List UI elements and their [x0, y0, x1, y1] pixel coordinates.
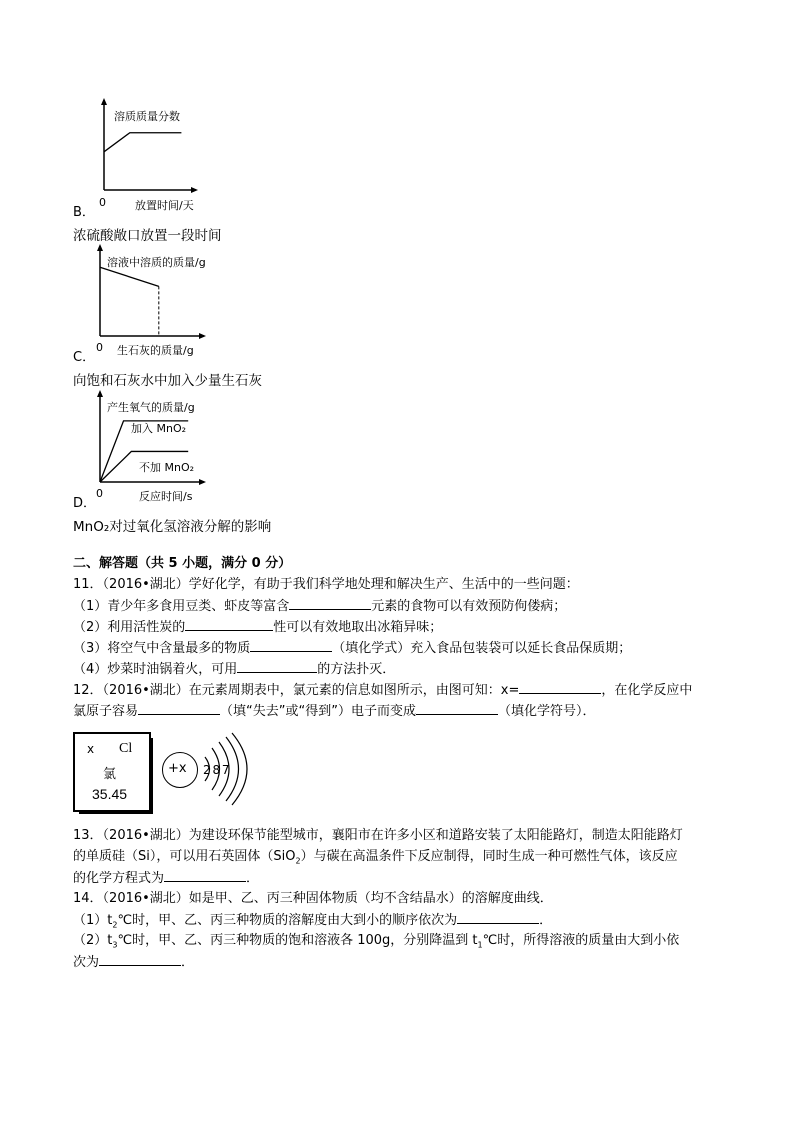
q13-line2-text-a: 的单质硅（Si），可以用石英固体（SiO	[73, 849, 296, 864]
option-c-x-axis-label: 生石灰的质量/g	[117, 344, 194, 357]
q11-part1-text-b: 元素的食物可以有效预防佝偻病；	[371, 599, 567, 614]
q14-part2-text-b: ℃时，甲、乙、丙三种物质的饱和溶液各 100g，分别降温到 t	[117, 933, 478, 948]
q14-part2-cont-text-b: ．	[181, 955, 195, 970]
option-d-series-label-without-mno2: 不加 MnO₂	[139, 461, 195, 474]
q12-line1-text-b: ，在化学反应中	[601, 683, 693, 698]
option-d-y-axis-label: 产生氧气的质量/g	[107, 401, 195, 414]
option-c-y-axis-label: 溶液中溶质的质量/g	[107, 256, 206, 269]
section-heading: 二、解答题（共 5 小题，满分 0 分）	[73, 556, 292, 571]
q13-line3-text-b: ．	[246, 871, 260, 886]
q13-sio2-subscript: 2	[295, 856, 301, 866]
option-b-caption: 浓硫酸敞口放置一段时间	[73, 228, 222, 244]
q14-part1-text-b: ℃时，甲、乙、丙三种物质的溶解度由大到小的顺序依次为	[117, 913, 458, 928]
q12-line2-text-b: （填“失去”或“得到”）电子而变成	[220, 704, 416, 719]
q14-part1-text-c: ．	[539, 913, 553, 928]
q13-equation-blank[interactable]	[164, 868, 246, 882]
q11-part2-text-a: （2）利用活性炭的	[73, 620, 186, 635]
q11-part3-text-a: （3）将空气中含量最多的物质	[73, 641, 251, 656]
atom-nucleus-charge: +x	[168, 761, 187, 776]
option-d-letter: D．	[73, 496, 97, 511]
option-c-caption: 向饱和石灰水中加入少量生石灰	[73, 373, 262, 389]
q12-line2-text-c: （填化学符号）．	[497, 704, 596, 719]
q14-part2-cont-text-a: 次为	[73, 955, 100, 970]
option-c-origin: 0	[96, 341, 103, 354]
q14-part1-text-a: （1）t	[73, 913, 113, 928]
q14-t2-subscript: 2	[112, 920, 118, 930]
q11-part4-text-b: 的方法扑灭．	[317, 662, 396, 677]
option-c-letter: C．	[73, 350, 96, 365]
q14-part2-cont	[73, 952, 194, 973]
option-d-series-label-with-mno2: 加入 MnO₂	[131, 422, 187, 435]
q14-part2-blank[interactable]	[99, 952, 181, 966]
option-b-letter: B．	[73, 205, 95, 220]
q14-part2-text-c: ℃时，所得溶液的质量由大到小依	[482, 933, 680, 948]
element-cell-mass: 35.45	[92, 786, 128, 802]
option-d-caption: MnO₂对过氧化氢溶液分解的影响	[73, 519, 272, 535]
q14-t1-subscript: 1	[477, 940, 483, 950]
q14-part2-text-a: （2）t	[73, 933, 113, 948]
q12-line1-text-a: 12．（2016•湖北）在元素周期表中，氯元素的信息如图所示，由图可知：x=	[73, 683, 520, 698]
q11-part1-text-a: （1）青少年多食用豆类、虾皮等富含	[73, 599, 290, 614]
q13-line1: 13．（2016•湖北）为建设环保节能型城市，襄阳市在许多小区和道路安装了太阳能路灯，制造太阳能路灯	[73, 828, 683, 843]
option-b-x-axis-label: 放置时间/天	[135, 199, 194, 212]
option-b-y-axis-label: 溶质质量分数	[114, 110, 180, 123]
q13-line3-text-a: 的化学方程式为	[73, 871, 165, 886]
q11-part2-text-b: 性可以有效地取出冰箱异味；	[273, 620, 443, 635]
q13-line3	[73, 868, 259, 889]
q11-stem: 11．（2016•湖北）学好化学，有助于我们科学地处理和解决生产、生活中的一些问题：	[73, 577, 579, 592]
option-b-origin: 0	[99, 196, 106, 209]
q11-part4-text-a: （4）炒菜时油锅着火，可用	[73, 662, 238, 677]
q14-stem: 14．（2016•湖北）如是甲、乙、丙三种固体物质（均不含结晶水）的溶解度曲线．	[73, 891, 553, 906]
q14-part1-blank[interactable]	[457, 910, 539, 924]
q12-line2-text-a: 氯原子容易	[73, 704, 139, 719]
q11-part3-text-b: （填化学式）充入食品包装袋可以延长食品保质期；	[332, 641, 632, 656]
element-cell-number: x	[87, 742, 95, 756]
electron-shell-numbers: 2 8 7	[203, 763, 229, 777]
q13-line2-text-b: ）与碳在高温条件下反应制得，同时生成一种可燃性气体，该反应	[300, 849, 678, 864]
element-cell-name: 氯	[103, 767, 117, 782]
option-d-x-axis-label: 反应时间/s	[139, 490, 193, 503]
element-cell-symbol: Cl	[119, 741, 133, 756]
q14-t3-subscript: 3	[112, 940, 118, 950]
option-d-origin: 0	[96, 487, 103, 500]
